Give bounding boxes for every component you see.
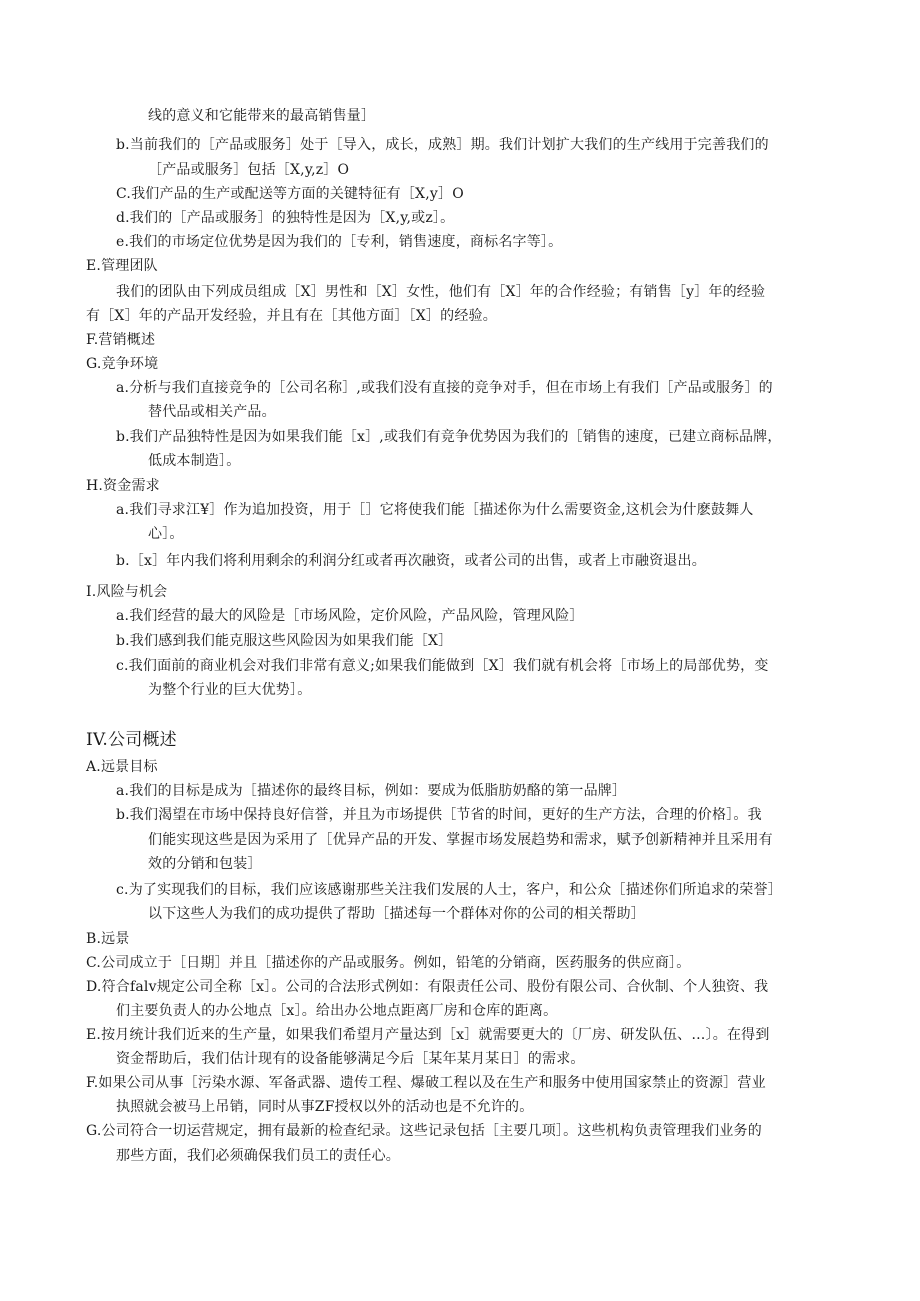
section-heading: F.营销概述 xyxy=(86,332,156,348)
text-line: 线的意义和它能带来的最高销售量］ xyxy=(148,108,376,124)
text-line: D.符合falv规定公司全称［x］。公司的合法形式例如：有限责任公司、股份有限公司、合伙制、个人独资、我 xyxy=(86,979,769,995)
text-line: 心］。 xyxy=(148,526,184,542)
text-line: 以下这些人为我们的成功提供了帮助［描述每一个群体对你的公司的相关帮助］ xyxy=(148,906,645,922)
text-line: C.我们产品的生产或配送等方面的关键特征有［X,y］O xyxy=(116,186,464,202)
text-line: 们能实现这些是因为采用了［优异产品的开发、掌握市场发展趋势和需求，赋予创新精神并且采用有 xyxy=(148,832,773,848)
text-line: a.我们寻求江¥］作为追加投资，用于［］它将使我们能［描述你为什么需要资金,这机会为什麽鼓舞人 xyxy=(116,502,754,518)
section-heading: G.竞争环境 xyxy=(86,356,159,372)
text-line: a.我们经营的最大的风险是［市场风险，定价风险，产品风险，管理风险］ xyxy=(116,608,584,624)
section-heading: A.远景目标 xyxy=(86,759,158,775)
text-line: e.我们的市场定位优势是因为我们的［专利，销售速度，商标名字等］。 xyxy=(116,234,563,250)
text-line: 那些方面，我们必须确保我们员工的责任心。 xyxy=(116,1148,400,1164)
text-line: 为整个行业的巨大优势］。 xyxy=(148,682,312,698)
text-line: 执照就会被马上吊销，同时从事ZF授权以外的活动也是不允许的。 xyxy=(116,1099,534,1115)
section-heading: E.管理团队 xyxy=(86,258,158,274)
text-line: 们主要负责人的办公地点［x］。给出办公地点距离厂房和仓库的距离。 xyxy=(116,1003,558,1019)
text-line: a.分析与我们直接竞争的［公司名称］,或我们没有直接的竞争对手，但在市场上有我们［产品或服务］的 xyxy=(116,380,773,396)
text-line: c.为了实现我们的目标，我们应该感谢那些关注我们发展的人士，客户，和公众［描述你们所追求的荣誉］ xyxy=(116,882,782,898)
text-line: E.按月统计我们近来的生产量，如果我们希望月产量达到［x］就需要更大的〔厂房、研发队伍、…〕。在得到 xyxy=(86,1027,770,1043)
text-line: F.如果公司从事［污染水源、军备武器、遗传工程、爆破工程以及在生产和服务中使用国家禁止的资源］营业 xyxy=(86,1075,766,1091)
text-line: C.公司成立于［日期］并且［描述你的产品或服务。例如，铅笔的分销商，医药服务的供应商］。 xyxy=(86,955,691,971)
text-line: c.我们面前的商业机会对我们非常有意义;如果我们能做到［X］我们就有机会将［市场上的局部优势，变 xyxy=(116,658,769,674)
chapter-heading: IV.公司概述 xyxy=(86,730,177,750)
text-line: 我们的团队由下列成员组成［X］男性和［X］女性，他们有［X］年的合作经验；有销售［y］年的经验 xyxy=(116,284,766,300)
text-line: b.当前我们的［产品或服务］处于［导入，成长，成熟］期。我们计划扩大我们的生产线用于完善我们的 xyxy=(116,137,769,153)
text-line: b.我们感到我们能克服这些风险因为如果我们能［X］ xyxy=(116,633,453,649)
text-line: b.［x］年内我们将利用剩余的利润分红或者再次融资，或者公司的出售，或者上市融资退出。 xyxy=(116,553,706,569)
text-line: ［产品或服务］包括［X,y,z］O xyxy=(148,162,350,178)
text-line: 有［X］年的产品开发经验，并且有在［其他方面］［X］的经验。 xyxy=(86,308,497,324)
text-line: b.我们渴望在市场中保持良好信誉，并且为市场提供［节省的时间，更好的生产方法，合理的价格］。我 xyxy=(116,807,762,823)
section-heading: B.远景 xyxy=(86,931,130,947)
text-line: b.我们产品独特性是因为如果我们能［x］,或我们有竞争优势因为我们的［销售的速度，已建立商标品牌， xyxy=(116,429,782,445)
section-heading: H.资金需求 xyxy=(86,478,160,494)
text-line: 效的分销和包装］ xyxy=(148,856,262,872)
text-line: 低成本制造］。 xyxy=(148,453,241,469)
text-line: 替代品或相关产品。 xyxy=(148,404,276,420)
text-line: a.我们的目标是成为［描述你的最终目标，例如：要成为低脂肪奶酪的第一品牌］ xyxy=(116,783,627,799)
text-line: d.我们的［产品或服务］的独特性是因为［X,y,或z］。 xyxy=(116,210,455,226)
text-line: G.公司符合一切运营规定，拥有最新的检查纪录。这些记录包括［主要几项］。这些机构负责管理我们业务的 xyxy=(86,1123,762,1139)
text-line: 资金帮助后，我们估计现有的设备能够满足今后［某年某月某日］的需求。 xyxy=(116,1051,585,1067)
section-heading: I.风险与机会 xyxy=(86,584,168,600)
